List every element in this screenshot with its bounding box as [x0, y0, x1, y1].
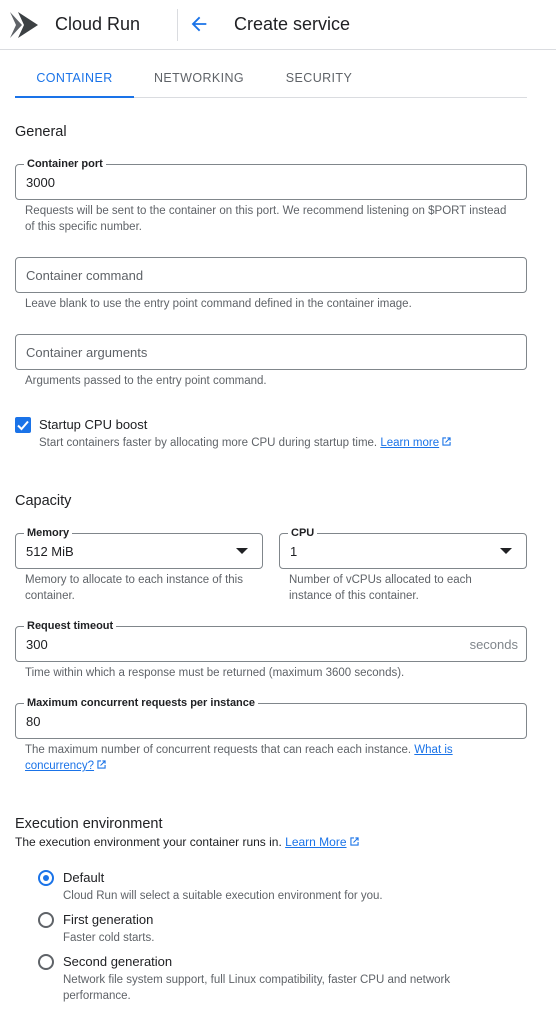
startup-cpu-boost-help — [39, 435, 519, 451]
external-link-icon — [349, 836, 360, 847]
capacity-heading: Capacity — [15, 493, 72, 509]
external-link-icon — [441, 436, 452, 447]
request-timeout-label: Request timeout — [24, 619, 116, 633]
memory-help: Memory to allocate to each instance of this container. — [25, 574, 243, 602]
tab-bar — [15, 60, 527, 98]
back-arrow-icon[interactable] — [188, 13, 210, 35]
learn-more-link[interactable]: Learn More — [285, 835, 347, 849]
dropdown-arrow-icon[interactable] — [500, 548, 512, 554]
tab-container[interactable]: CONTAINER — [15, 60, 134, 98]
request-timeout-help: Time within which a response must be returned (maximum 3600 seconds). — [25, 667, 405, 679]
container-arguments-placeholder[interactable]: Container arguments — [26, 345, 148, 360]
dropdown-arrow-icon[interactable] — [236, 548, 248, 554]
request-timeout-value[interactable]: 300 — [26, 637, 48, 652]
cpu-select[interactable] — [279, 527, 527, 569]
container-arguments-help: Arguments passed to the entry point command. — [25, 375, 267, 387]
container-command-field[interactable] — [15, 257, 527, 293]
startup-cpu-boost-label[interactable]: Startup CPU boost — [39, 417, 148, 432]
memory-label: Memory — [24, 526, 72, 540]
checkmark-icon — [15, 417, 31, 433]
radio-first-generation-label[interactable]: First generation — [63, 912, 154, 927]
radio-default-label[interactable]: Default — [63, 870, 105, 885]
general-heading: General — [15, 124, 67, 140]
startup-cpu-boost-checkbox[interactable] — [15, 417, 31, 433]
what-is-concurrency-link[interactable]: What is concurrency? — [25, 744, 453, 772]
cpu-label: CPU — [288, 526, 317, 540]
page-title: Create service — [234, 14, 351, 34]
execution-environment-description — [15, 834, 525, 850]
request-timeout-suffix: seconds — [469, 637, 518, 652]
learn-more-link[interactable]: Learn more — [380, 437, 440, 449]
execution-environment-description-text: The execution environment your container runs in. — [15, 835, 282, 849]
max-concurrency-label: Maximum concurrent requests per instance — [24, 696, 258, 710]
radio-first-generation[interactable] — [38, 912, 54, 928]
top-bar — [0, 0, 556, 50]
app-title[interactable]: Cloud Run — [55, 14, 141, 34]
max-concurrency-help — [25, 742, 490, 774]
container-port-label: Container port — [24, 157, 106, 171]
container-port-help: Requests will be sent to the container on this port. We recommend listening on $PORT instead of this specific number. — [25, 205, 507, 233]
external-link-icon — [96, 759, 107, 770]
cpu-help: Number of vCPUs allocated to each instance of this container. — [289, 574, 472, 602]
request-timeout-field[interactable] — [15, 620, 527, 662]
execution-environment-heading: Execution environment — [15, 816, 163, 832]
max-concurrency-help-text: The maximum number of concurrent requests that can reach each instance. — [25, 744, 412, 756]
startup-cpu-boost-help-text: Start containers faster by allocating more CPU during startup time. — [39, 437, 378, 449]
radio-second-generation-label[interactable]: Second generation — [63, 954, 173, 969]
radio-second-generation-help: Network file system support, full Linux compatibility, faster CPU and network performance. — [63, 974, 451, 1002]
container-command-placeholder[interactable]: Container command — [26, 268, 144, 283]
tab-networking[interactable]: NETWORKING — [153, 71, 245, 85]
tab-security[interactable]: SECURITY — [285, 71, 353, 85]
container-arguments-field[interactable] — [15, 334, 527, 370]
radio-default[interactable] — [38, 870, 54, 886]
memory-value[interactable]: 512 MiB — [26, 544, 74, 559]
max-concurrency-field[interactable] — [15, 697, 527, 739]
container-port-value[interactable]: 3000 — [26, 175, 55, 190]
radio-first-generation-help: Faster cold starts. — [63, 932, 155, 944]
radio-default-help: Cloud Run will select a suitable execution environment for you. — [63, 890, 383, 902]
memory-select[interactable] — [15, 527, 263, 569]
header-divider — [177, 9, 178, 41]
cloud-run-logo-icon[interactable] — [8, 9, 40, 41]
container-command-help: Leave blank to use the entry point command defined in the container image. — [25, 298, 412, 310]
max-concurrency-value[interactable]: 80 — [26, 714, 41, 729]
container-port-field[interactable] — [15, 158, 527, 200]
radio-second-generation[interactable] — [38, 954, 54, 970]
cpu-value[interactable]: 1 — [290, 544, 298, 559]
